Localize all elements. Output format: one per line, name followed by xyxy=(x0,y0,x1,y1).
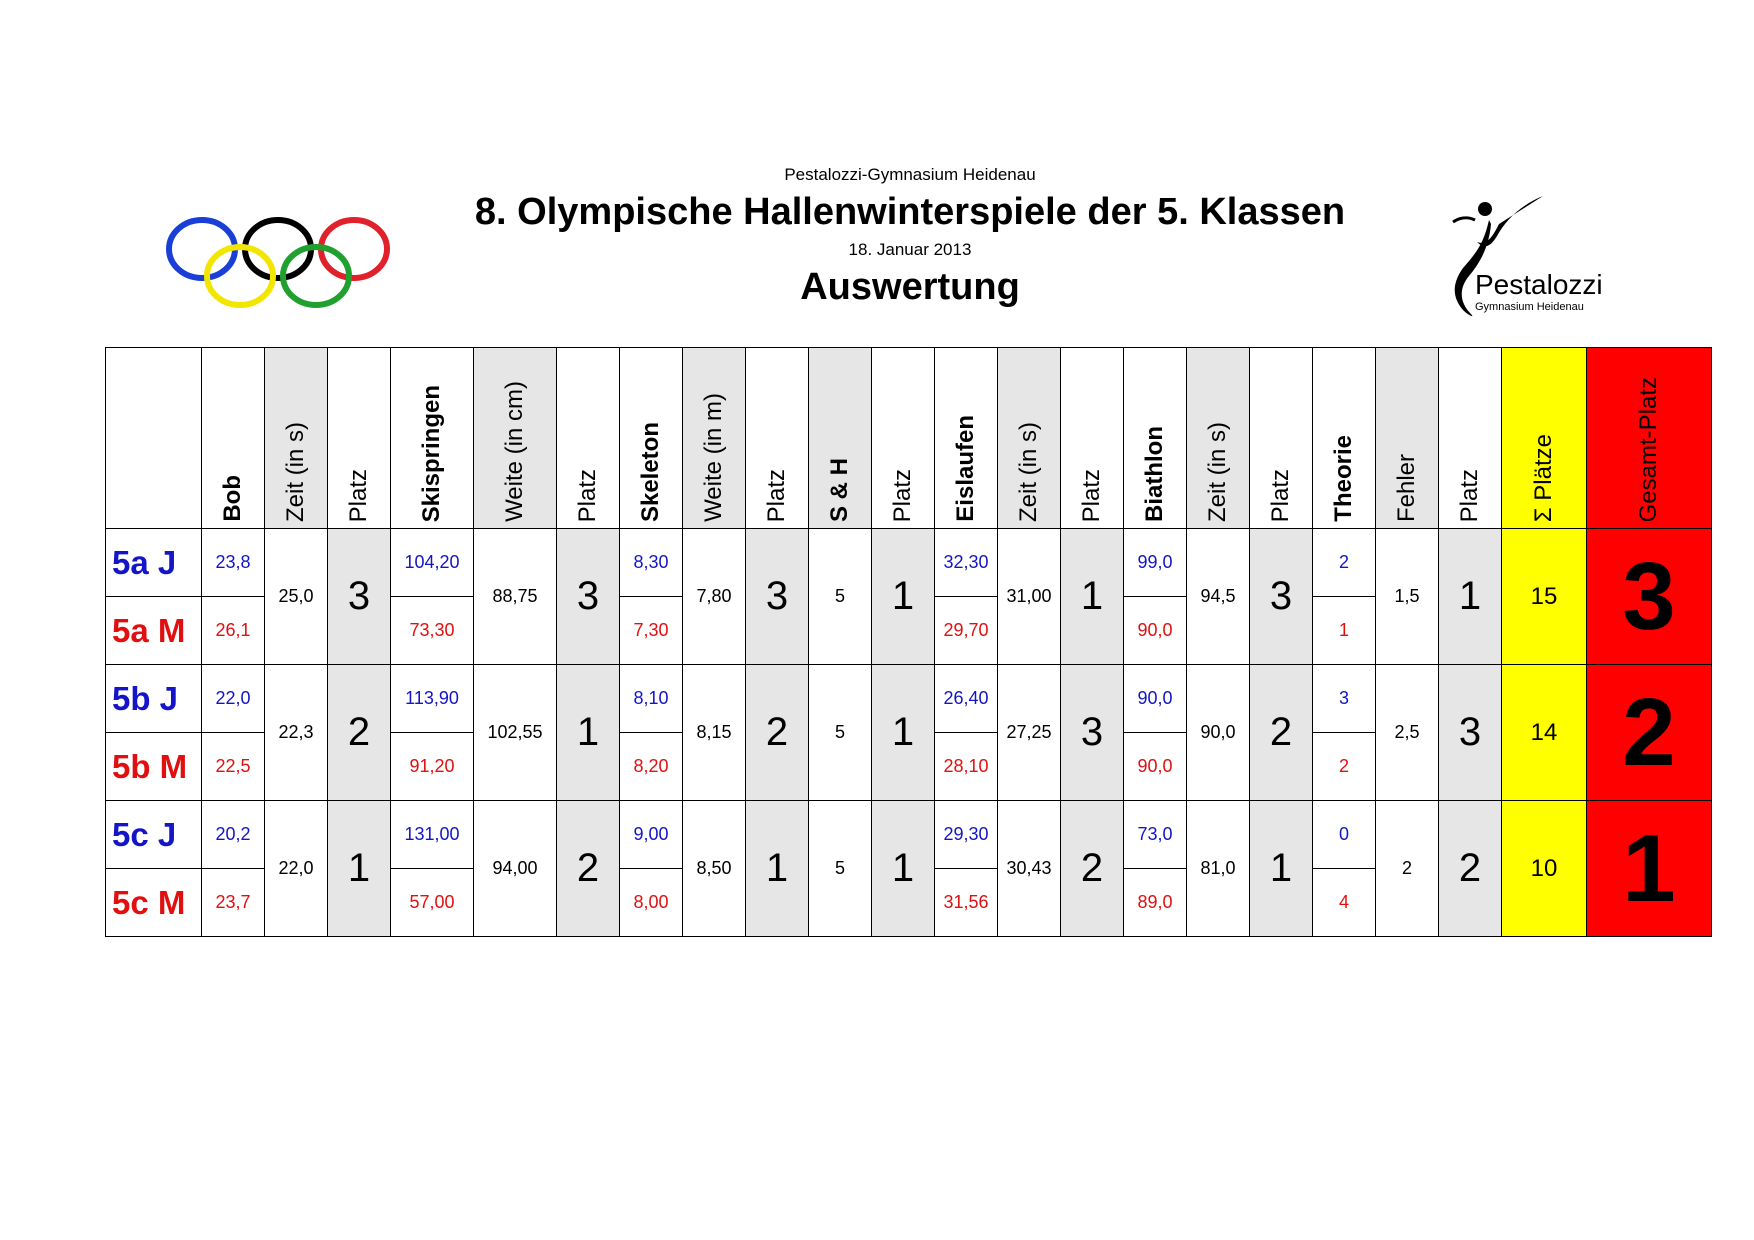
overall-placement: 3 xyxy=(1586,528,1712,665)
column-header-label: Bob xyxy=(219,475,246,522)
column-header xyxy=(1186,347,1250,529)
column-header-label: Gesamt-Platz xyxy=(1635,376,1662,522)
bia-value-girls: 90,0 xyxy=(1123,732,1187,801)
column-header-label: Skeleton xyxy=(637,421,664,522)
biathlon-placement: 2 xyxy=(1249,664,1313,801)
theory-placement: 1 xyxy=(1438,528,1502,665)
skeleton-average: 8,50 xyxy=(682,800,746,937)
biathlon-placement: 3 xyxy=(1249,528,1313,665)
ski-average: 94,00 xyxy=(473,800,557,937)
bob-value-boys: 23,8 xyxy=(201,528,265,597)
ski-value-girls: 57,00 xyxy=(390,868,474,937)
bob-value-girls: 23,7 xyxy=(201,868,265,937)
section-heading: Auswertung xyxy=(800,266,1020,308)
biathlon-average: 90,0 xyxy=(1186,664,1250,801)
column-header-label: Σ Plätze xyxy=(1530,433,1557,522)
ski-value-girls: 91,20 xyxy=(390,732,474,801)
column-header xyxy=(871,347,935,529)
column-header xyxy=(264,347,328,529)
column-header-label: Theorie xyxy=(1330,435,1357,522)
bia-value-boys: 90,0 xyxy=(1123,664,1187,733)
theory-errors: 1,5 xyxy=(1375,528,1439,665)
column-header-label: Platz xyxy=(1267,468,1294,522)
column-header-label: Zeit (in s) xyxy=(1015,421,1042,522)
bob-value-girls: 22,5 xyxy=(201,732,265,801)
bob-value-boys: 20,2 xyxy=(201,800,265,869)
ski-value-boys: 131,00 xyxy=(390,800,474,869)
column-header xyxy=(1312,347,1376,529)
column-header-label: Eislaufen xyxy=(952,415,979,522)
ski-placement: 1 xyxy=(556,664,620,801)
skel-value-girls: 8,00 xyxy=(619,868,683,937)
bob-value-girls: 26,1 xyxy=(201,596,265,665)
ski-average: 88,75 xyxy=(473,528,557,665)
header-corner xyxy=(105,347,202,529)
bob-average: 22,3 xyxy=(264,664,328,801)
biathlon-placement: 1 xyxy=(1249,800,1313,937)
bia-value-girls: 89,0 xyxy=(1123,868,1187,937)
class-label-boys: 5c J xyxy=(105,800,202,869)
eis-average: 31,00 xyxy=(997,528,1061,665)
column-header xyxy=(1501,347,1587,529)
theo-value-boys: 3 xyxy=(1312,664,1376,733)
column-header xyxy=(1249,347,1313,529)
bia-value-boys: 73,0 xyxy=(1123,800,1187,869)
olympic-rings-logo xyxy=(162,212,394,312)
column-header xyxy=(934,347,998,529)
placement-sum: 14 xyxy=(1501,664,1587,801)
theo-value-boys: 0 xyxy=(1312,800,1376,869)
sh-placement: 1 xyxy=(871,528,935,665)
class-label-girls: 5a M xyxy=(105,596,202,665)
bob-placement: 3 xyxy=(327,528,391,665)
eis-placement: 1 xyxy=(1060,528,1124,665)
theory-errors: 2 xyxy=(1375,800,1439,937)
ski-value-girls: 73,30 xyxy=(390,596,474,665)
column-header-label: Zeit (in s) xyxy=(282,421,309,522)
column-header-label: Platz xyxy=(763,468,790,522)
skeleton-average: 7,80 xyxy=(682,528,746,665)
ski-placement: 2 xyxy=(556,800,620,937)
column-header xyxy=(327,347,391,529)
bob-average: 22,0 xyxy=(264,800,328,937)
column-header-label: Skispringen xyxy=(418,384,445,522)
column-header-label: S & H xyxy=(826,457,853,522)
overall-placement: 2 xyxy=(1586,664,1712,801)
logo-name: Pestalozzi xyxy=(1475,269,1603,300)
eis-value-girls: 31,56 xyxy=(934,868,998,937)
skeleton-placement: 3 xyxy=(745,528,809,665)
sh-placement: 1 xyxy=(871,664,935,801)
ski-average: 102,55 xyxy=(473,664,557,801)
results-table xyxy=(105,347,1705,936)
class-label-boys: 5a J xyxy=(105,528,202,597)
logo-subtitle: Gymnasium Heidenau xyxy=(1475,301,1584,313)
column-header xyxy=(808,347,872,529)
event-date: 18. Januar 2013 xyxy=(848,240,972,259)
column-header xyxy=(1123,347,1187,529)
theory-placement: 3 xyxy=(1438,664,1502,801)
skeleton-placement: 1 xyxy=(745,800,809,937)
column-header xyxy=(745,347,809,529)
column-header-label: Weite (in cm) xyxy=(501,381,528,522)
column-header xyxy=(473,347,557,529)
class-label-boys: 5b J xyxy=(105,664,202,733)
column-header-label: Weite (in m) xyxy=(700,393,727,522)
bia-value-girls: 90,0 xyxy=(1123,596,1187,665)
column-header-label: Platz xyxy=(1456,468,1483,522)
bob-placement: 2 xyxy=(327,664,391,801)
column-header xyxy=(997,347,1061,529)
class-label-girls: 5c M xyxy=(105,868,202,937)
overall-placement: 1 xyxy=(1586,800,1712,937)
column-header xyxy=(556,347,620,529)
eis-value-girls: 28,10 xyxy=(934,732,998,801)
column-header-label: Platz xyxy=(345,468,372,522)
column-header xyxy=(390,347,474,529)
school-name: Pestalozzi-Gymnasium Heidenau xyxy=(784,165,1036,184)
eis-average: 30,43 xyxy=(997,800,1061,937)
eis-value-boys: 32,30 xyxy=(934,528,998,597)
column-header-label: Platz xyxy=(574,468,601,522)
sh-value: 5 xyxy=(808,800,872,937)
placement-sum: 10 xyxy=(1501,800,1587,937)
eis-average: 27,25 xyxy=(997,664,1061,801)
column-header xyxy=(682,347,746,529)
column-header xyxy=(201,347,265,529)
biathlon-average: 94,5 xyxy=(1186,528,1250,665)
skel-value-boys: 8,30 xyxy=(619,528,683,597)
sh-value: 5 xyxy=(808,528,872,665)
bob-placement: 1 xyxy=(327,800,391,937)
column-header-label: Zeit (in s) xyxy=(1204,421,1231,522)
eis-value-girls: 29,70 xyxy=(934,596,998,665)
pestalozzi-logo xyxy=(1445,192,1625,328)
column-header xyxy=(619,347,683,529)
theo-value-girls: 4 xyxy=(1312,868,1376,937)
ski-value-boys: 113,90 xyxy=(390,664,474,733)
column-header xyxy=(1586,347,1712,529)
page-title: 8. Olympische Hallenwinterspiele der 5. Klassen xyxy=(474,191,1346,233)
theory-errors: 2,5 xyxy=(1375,664,1439,801)
column-header xyxy=(1060,347,1124,529)
skel-value-boys: 9,00 xyxy=(619,800,683,869)
column-header-label: Platz xyxy=(889,468,916,522)
skel-value-boys: 8,10 xyxy=(619,664,683,733)
sh-value: 5 xyxy=(808,664,872,801)
theo-value-boys: 2 xyxy=(1312,528,1376,597)
eis-placement: 3 xyxy=(1060,664,1124,801)
theo-value-girls: 1 xyxy=(1312,596,1376,665)
eis-value-boys: 29,30 xyxy=(934,800,998,869)
biathlon-average: 81,0 xyxy=(1186,800,1250,937)
theo-value-girls: 2 xyxy=(1312,732,1376,801)
placement-sum: 15 xyxy=(1501,528,1587,665)
skel-value-girls: 8,20 xyxy=(619,732,683,801)
sh-placement: 1 xyxy=(871,800,935,937)
class-label-girls: 5b M xyxy=(105,732,202,801)
bob-value-boys: 22,0 xyxy=(201,664,265,733)
bia-value-boys: 99,0 xyxy=(1123,528,1187,597)
theory-placement: 2 xyxy=(1438,800,1502,937)
bob-average: 25,0 xyxy=(264,528,328,665)
column-header xyxy=(1375,347,1439,529)
column-header-label: Fehler xyxy=(1393,453,1420,522)
skeleton-average: 8,15 xyxy=(682,664,746,801)
column-header-label: Platz xyxy=(1078,468,1105,522)
column-header xyxy=(1438,347,1502,529)
eis-value-boys: 26,40 xyxy=(934,664,998,733)
ski-value-boys: 104,20 xyxy=(390,528,474,597)
skeleton-placement: 2 xyxy=(745,664,809,801)
column-header-label: Biathlon xyxy=(1141,426,1168,522)
ski-placement: 3 xyxy=(556,528,620,665)
skel-value-girls: 7,30 xyxy=(619,596,683,665)
eis-placement: 2 xyxy=(1060,800,1124,937)
